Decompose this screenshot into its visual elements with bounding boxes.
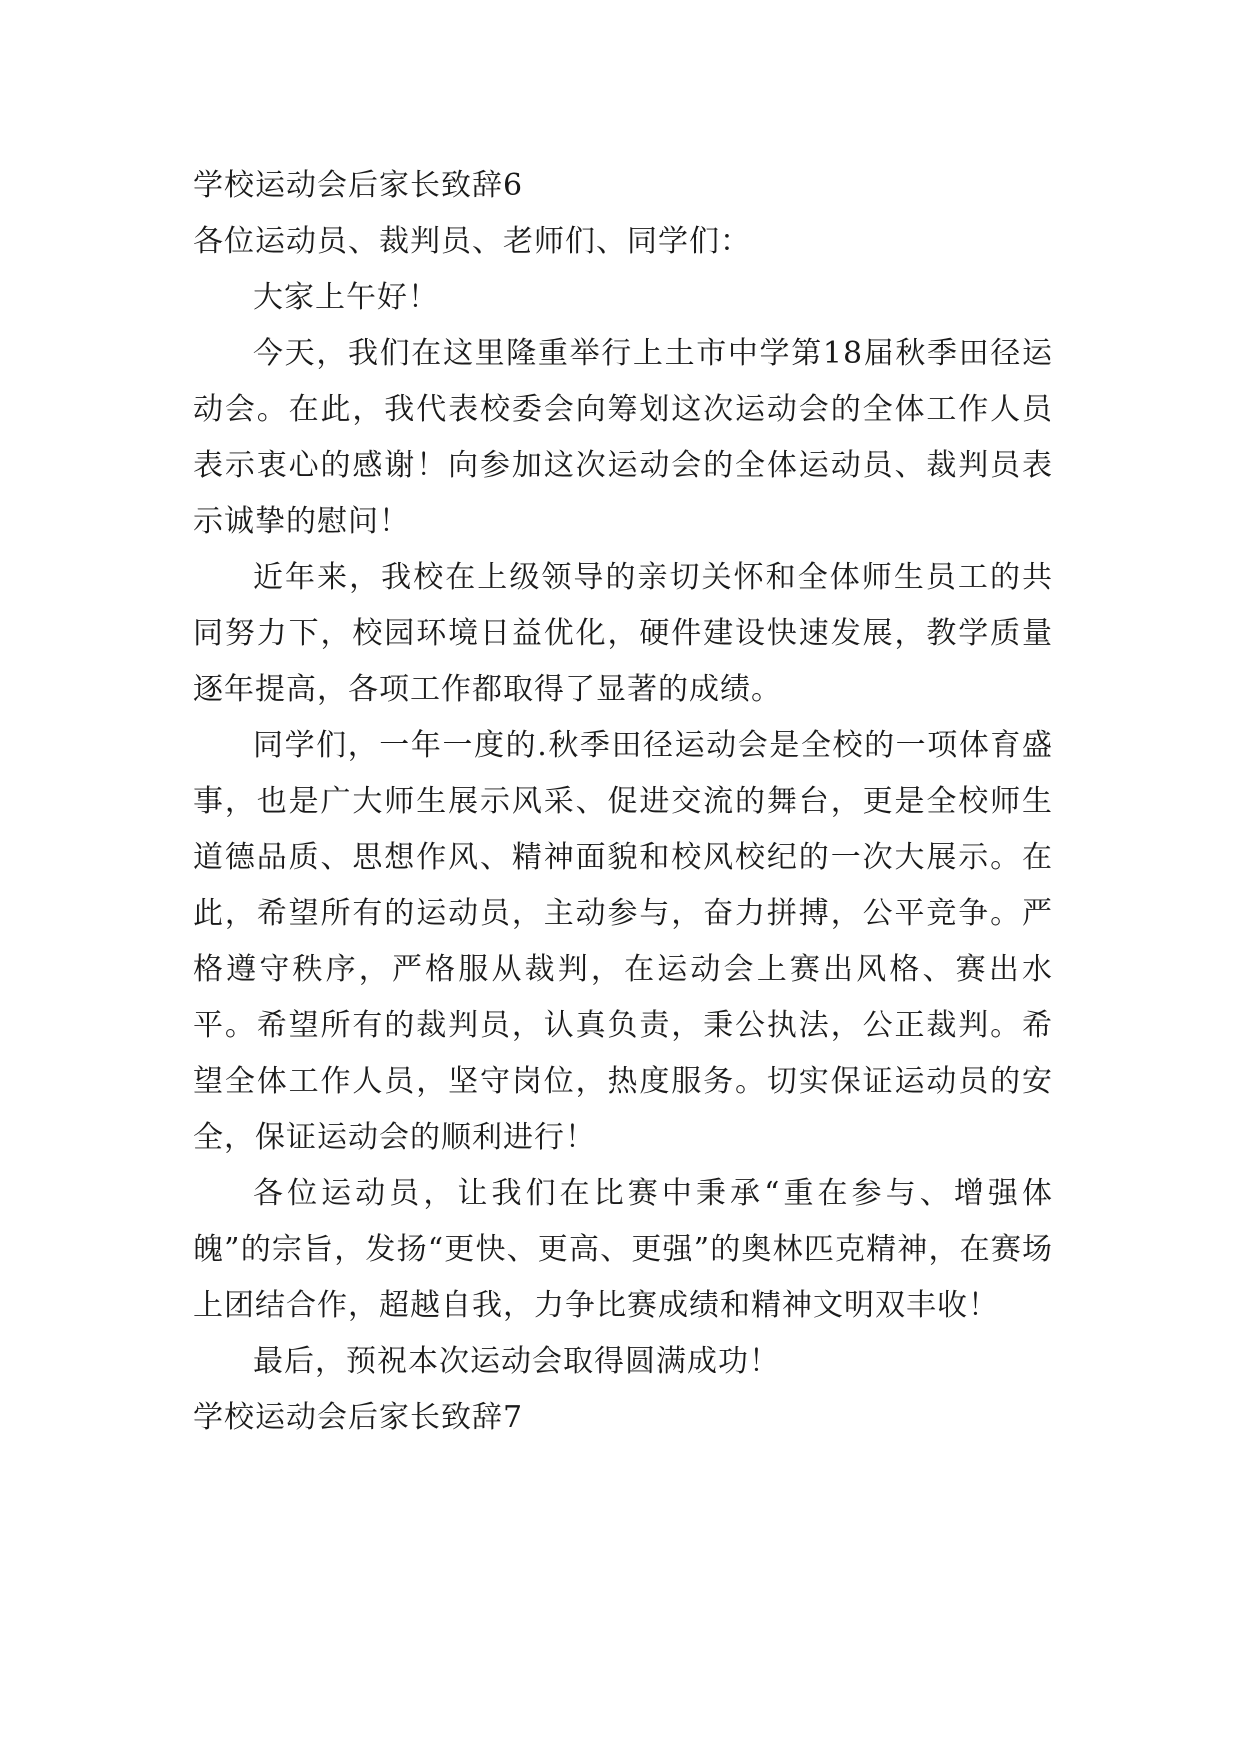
- paragraph-opening: 今天，我们在这里隆重举行上土市中学第18届秋季田径运动会。在此，我代表校委会向筹划这次运动会的全体工作人员表示衷心的感谢！向参加这次运动会的全体运动员、裁判员表示诚挚的慰问！: [193, 336, 1053, 539]
- paragraph-greeting: 大家上午好！: [253, 280, 439, 315]
- salutation: 各位运动员、裁判员、老师们、同学们：: [193, 224, 751, 259]
- paragraph-closing: 最后，预祝本次运动会取得圆满成功！: [253, 1344, 780, 1379]
- section-heading-7: 学校运动会后家长致辞7: [193, 1400, 524, 1435]
- document-body: [193, 158, 1053, 1446]
- section-heading-6: 学校运动会后家长致辞6: [193, 168, 524, 203]
- paragraph-spirit: 各位运动员，让我们在比赛中秉承“重在参与、增强体魄”的宗旨，发扬“更快、更高、更强”的奥林匹克精神，在赛场上团结合作，超越自我，力争比赛成绩和精神文明双丰收！: [193, 1176, 1053, 1323]
- paragraph-expectations: 同学们，一年一度的.秋季田径运动会是全校的一项体育盛事，也是广大师生展示风采、促进交流的舞台，更是全校师生道德品质、思想作风、精神面貌和校风校纪的一次大展示。在此，希望所有的运动员，主动参与，奋力拼搏，公平竞争。严格遵守秩序，严格服从裁判，在运动会上赛出风格、赛出水平。希望所有的裁判员，认真负责，秉公执法，公正裁判。希望全体工作人员，坚守岗位，热度服务。切实保证运动员的安全，保证运动会的顺利进行！: [193, 728, 1053, 1155]
- paragraph-achievements: 近年来，我校在上级领导的亲切关怀和全体师生员工的共同努力下，校园环境日益优化，硬件建设快速发展，教学质量逐年提高，各项工作都取得了显著的成绩。: [193, 560, 1053, 707]
